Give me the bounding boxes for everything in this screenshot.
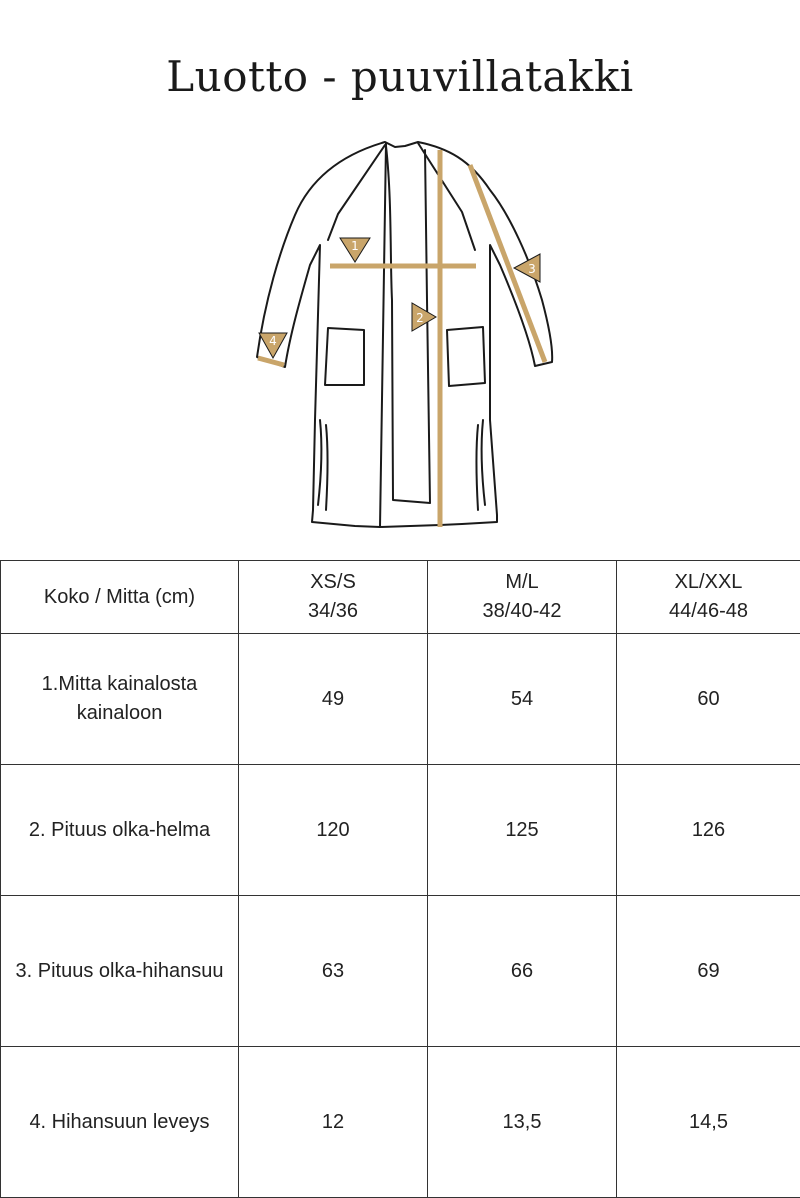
table-cell: 120 xyxy=(239,765,428,896)
row-label: 3. Pituus olka-hihansuu xyxy=(1,896,239,1047)
size-name: XL/XXL xyxy=(619,568,798,597)
table-row xyxy=(1,1047,800,1198)
page-title: Luotto - puuvillatakki xyxy=(0,52,800,101)
table-cell: 69 xyxy=(617,896,800,1047)
row-label: 2. Pituus olka-helma xyxy=(1,765,239,896)
row-label-line: 1.Mitta kainalosta xyxy=(3,670,236,699)
marker-4-label: 4 xyxy=(269,334,277,348)
header-size-xl-xxl xyxy=(617,561,800,634)
coat-diagram xyxy=(240,140,560,540)
table-cell: 63 xyxy=(239,896,428,1047)
table-cell: 125 xyxy=(428,765,617,896)
table-cell: 126 xyxy=(617,765,800,896)
coat-outline xyxy=(257,142,552,527)
size-name: M/L xyxy=(430,568,614,597)
table-row xyxy=(1,634,800,765)
table-cell: 49 xyxy=(239,634,428,765)
marker-1-label: 1 xyxy=(351,239,359,253)
table-row xyxy=(1,765,800,896)
size-range: 34/36 xyxy=(241,597,425,626)
marker-2-label: 2 xyxy=(416,311,424,325)
table-cell: 14,5 xyxy=(617,1047,800,1198)
size-range: 44/46-48 xyxy=(619,597,798,626)
table-row xyxy=(1,896,800,1047)
table-cell: 54 xyxy=(428,634,617,765)
table-cell: 66 xyxy=(428,896,617,1047)
header-size-m-l xyxy=(428,561,617,634)
row-label xyxy=(1,634,239,765)
size-range: 38/40-42 xyxy=(430,597,614,626)
size-name: XS/S xyxy=(241,568,425,597)
size-table xyxy=(0,560,800,1198)
table-cell: 12 xyxy=(239,1047,428,1198)
cuff-measure-line xyxy=(258,358,284,365)
table-header-row xyxy=(1,561,800,634)
row-label-line: kainaloon xyxy=(3,699,236,728)
table-cell: 13,5 xyxy=(428,1047,617,1198)
table-cell: 60 xyxy=(617,634,800,765)
header-size-xs-s xyxy=(239,561,428,634)
header-label-cell: Koko / Mitta (cm) xyxy=(1,561,239,634)
marker-3-label: 3 xyxy=(528,262,536,276)
row-label: 4. Hihansuun leveys xyxy=(1,1047,239,1198)
